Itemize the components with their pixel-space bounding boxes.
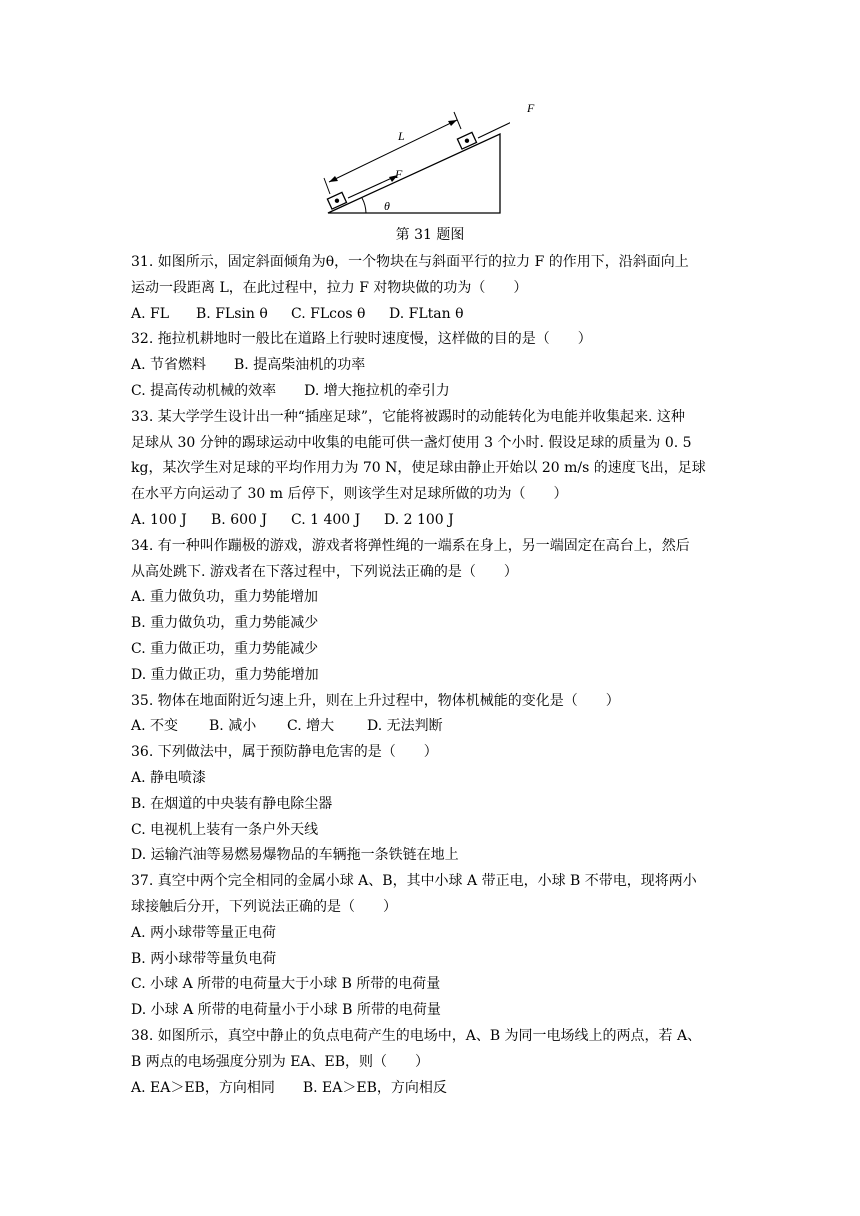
figure-caption: 第 31 题图 [395, 227, 465, 243]
q37-option-a: A. 两小球带等量正电荷 [131, 924, 277, 941]
q33-option-c: C. 1 400 J [291, 511, 361, 528]
label-L: L [398, 129, 405, 143]
q34-stem-line1: 34. 有一种叫作蹦极的游戏，游戏者将弹性绳的一端系在身上，另一端固定在高台上，然后 [131, 537, 690, 554]
q35-option-a: A. 不变 [131, 718, 179, 735]
q34-option-c: C. 重力做正功，重力势能减少 [131, 640, 319, 657]
q38-options-row1: A. EA＞EB，方向相同 B. EA＞EB，方向相反 [131, 1079, 447, 1096]
q33-option-d: D. 2 100 J [384, 511, 454, 528]
q31-stem-line1: 31. 如图所示，固定斜面倾角为θ，一个物块在与斜面平行的拉力 F 的作用下，沿斜面向上 [131, 254, 689, 270]
q36-option-c: C. 电视机上装有一条户外天线 [131, 821, 319, 838]
q31-option-a: A. FL [131, 305, 170, 322]
q31-option-d: D. FLtan θ [389, 305, 464, 322]
block-bottom [327, 192, 346, 209]
force-arrow-top [478, 117, 510, 138]
q35-option-b: B. 减小 [209, 718, 257, 735]
q37-stem-line1: 37. 真空中两个完全相同的金属小球 A、B，其中小球 A 带正电，小球 B 不带电，现将两小 [131, 873, 697, 890]
q33-options [131, 508, 731, 534]
q33-stem-line1: 33. 某大学学生设计出一种“插座足球”，它能将被踢时的动能转化为电能并收集起来. 这种 [131, 408, 685, 425]
q34-option-d: D. 重力做正功，重力势能增加 [131, 666, 319, 683]
q34-option-a: A. 重力做负功，重力势能增加 [131, 589, 319, 606]
q32-options-row2: C. 提高传动机械的效率 D. 增大拖拉机的牵引力 [131, 382, 450, 399]
q35-options [131, 714, 731, 740]
q36-stem: 36. 下列做法中，属于预防静电危害的是（ ） [131, 744, 438, 761]
q37-option-c: C. 小球 A 所带的电荷量大于小球 B 所带的电荷量 [131, 976, 441, 993]
label-theta: θ [384, 199, 390, 213]
q33-option-b: B. 600 J [211, 511, 267, 528]
incline-triangle [328, 134, 500, 213]
q37-option-d: D. 小球 A 所带的电荷量小于小球 B 所带的电荷量 [131, 1002, 441, 1019]
q33-stem-line2: 足球从 30 分钟的踢球运动中收集的电能可供一盏灯使用 3 个小时. 假设足球的质量为 0. 5 [131, 434, 692, 451]
angle-arc [362, 198, 366, 213]
q37-stem-line2: 球接触后分开，下列说法正确的是（ ） [131, 898, 397, 915]
length-dimension-line [329, 120, 457, 182]
q36-option-d: D. 运输汽油等易燃易爆物品的车辆拖一条铁链在地上 [131, 847, 459, 864]
q31-options [131, 302, 731, 328]
q35-stem: 35. 物体在地面附近匀速上升，则在上升过程中，物体机械能的变化是（ ） [131, 692, 620, 709]
q32-options-row1: A. 节省燃料 B. 提高柴油机的功率 [131, 357, 366, 374]
q31-option-c: C. FLcos θ [291, 305, 366, 322]
q33-option-a: A. 100 J [131, 511, 187, 528]
label-F-along: F [395, 167, 403, 181]
incline-diagram [320, 100, 510, 218]
q36-option-b: B. 在烟道的中央装有静电除尘器 [131, 795, 333, 812]
q31-stem-line2: 运动一段距离 L，在此过程中，拉力 F 对物块做的功为（ ） [131, 279, 528, 296]
q36-option-a: A. 静电喷漆 [131, 769, 207, 786]
q38-stem-line1: 38. 如图所示，真空中静止的负点电荷产生的电场中，A、B 为同一电场线上的两点，若 A、 [131, 1027, 702, 1044]
q33-stem-line4: 在水平方向运动了 30 m 后停下，则该学生对足球所做的功为（ ） [131, 486, 568, 503]
figure-31 [320, 100, 535, 218]
force-arrow-along [348, 177, 394, 198]
q35-option-c: C. 增大 [287, 718, 335, 735]
label-F-top: F [527, 101, 535, 115]
questions [131, 250, 731, 1101]
q35-option-d: D. 无法判断 [367, 718, 443, 735]
q33-stem-line3: kg，某次学生对足球的平均作用力为 70 N，使足球由静止开始以 20 m/s 的速度飞出，足球 [131, 460, 706, 477]
q34-stem-line2: 从高处跳下. 游戏者在下落过程中，下列说法正确的是（ ） [131, 563, 518, 580]
q34-option-b: B. 重力做负功，重力势能减少 [131, 615, 319, 632]
q38-stem-line2: B 两点的电场强度分别为 EA、EB，则（ ） [131, 1053, 430, 1070]
q31-option-b: B. FLsin θ [196, 305, 268, 322]
q32-stem: 32. 拖拉机耕地时一般比在道路上行驶时速度慢，这样做的目的是（ ） [131, 331, 592, 348]
q37-option-b: B. 两小球带等量负电荷 [131, 950, 277, 967]
